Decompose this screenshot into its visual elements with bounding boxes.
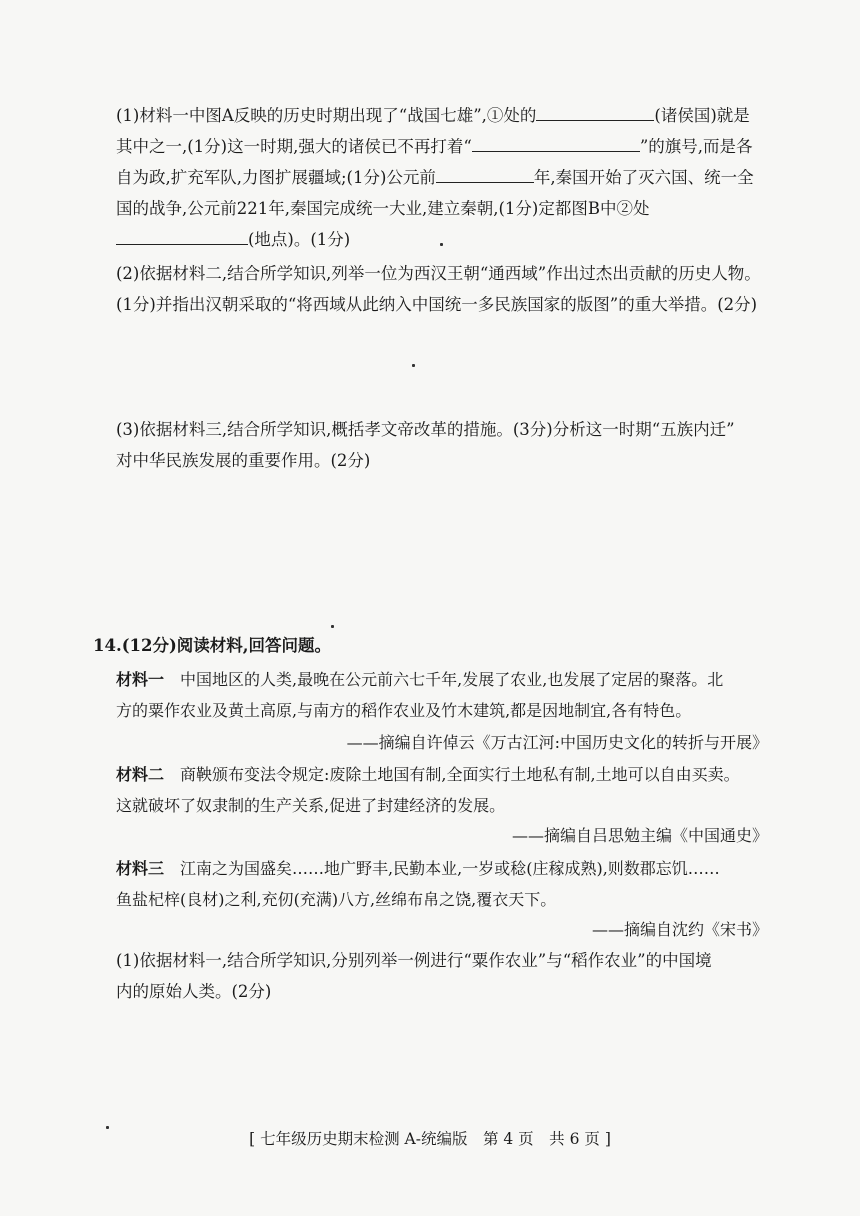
q13-p1-text-a: (1)材料一中图A反映的历史时期出现了“战国七雄”,①处的	[116, 106, 537, 125]
q13-part1	[116, 100, 766, 255]
material-1	[116, 664, 766, 726]
q13-p1-text-c: ”的旗号,而是各自为政,扩充军队,力图扩展疆域;(1分)公元前	[116, 137, 753, 187]
material-3-line1: 江南之为国盛矣……地广野丰,民勤本业,一岁或稔(庄稼成熟),则数郡忘饥……	[180, 859, 720, 878]
material-3	[116, 853, 766, 915]
answer-blank-location[interactable]	[116, 226, 248, 245]
material-2	[116, 759, 766, 821]
page-footer: [ 七年级历史期末检测 A-统编版 第 4 页 共 6 页 ]	[249, 1130, 611, 1148]
answer-blank-state[interactable]	[536, 102, 654, 121]
material-2-label: 材料二	[116, 765, 165, 784]
material-2-line2: 这就破坏了奴隶制的生产关系,促进了封建经济的发展。	[116, 796, 506, 815]
q13-p3-line1: (3)依据材料三,结合所学知识,概括孝文帝改革的措施。(3分)分析这一时期“五族内迁”	[116, 420, 735, 439]
q13-p2-line2: (1分)并指出汉朝采取的“将西域从此纳入中国统一多民族国家的版图”的重大举措。(2分)	[116, 295, 758, 314]
material-2-line1: 商鞅颁布变法令规定:废除土地国有制,全面实行土地私有制,土地可以自由买卖。	[180, 765, 740, 784]
q13-p1-text-d: 年,秦国开始了灭六国、统一全国的战争,公元前221年,秦国完成统一大业,建立秦朝,(1分)定都图B中②处	[116, 168, 754, 218]
material-3-line2: 鱼盐杞梓(良材)之利,充仞(充满)八方,丝绵布帛之饶,覆衣天下。	[116, 890, 557, 909]
q13-p2-line1: (2)依据材料二,结合所学知识,列举一位为西汉王朝“通西域”作出过杰出贡献的历史人物。	[116, 264, 761, 283]
q13-p1-text-b: (诸侯国)就是其中之一,(1分)这一时期,强大的诸侯已不再打着“	[116, 106, 750, 156]
material-1-line1: 中国地区的人类,最晚在公元前六七千年,发展了农业,也发展了定居的聚落。北	[180, 670, 724, 689]
material-1-label: 材料一	[116, 670, 165, 689]
q14-part1	[116, 945, 766, 1007]
q13-p3-line2: 对中华民族发展的重要作用。(2分)	[116, 451, 371, 470]
material-1-line2: 方的粟作农业及黄土高原,与南方的稻作农业及竹木建筑,都是因地制宜,各有特色。	[116, 701, 692, 720]
q13-p1-text-e: (地点)。(1分)	[248, 230, 351, 249]
q14-p1-line2: 内的原始人类。(2分)	[116, 982, 272, 1001]
q13-part2	[116, 258, 766, 320]
material-3-source: ——摘编自沈约《宋书》	[591, 920, 768, 939]
q14-p1-line1: (1)依据材料一,结合所学知识,分别列举一例进行“粟作农业”与“稻作农业”的中国境	[116, 951, 712, 970]
answer-blank-year[interactable]	[436, 164, 534, 183]
answer-blank-slogan[interactable]	[472, 133, 640, 152]
material-3-label: 材料三	[116, 859, 165, 878]
scan-speck	[331, 625, 334, 628]
q13-part3	[116, 414, 766, 476]
scan-speck	[440, 243, 443, 246]
q14-title: 14.(12分)阅读材料,回答问题。	[93, 636, 332, 655]
scan-speck	[412, 364, 415, 367]
material-2-source: ——摘编自吕思勉主编《中国通史》	[511, 826, 768, 845]
material-1-source: ——摘编自许倬云《万古江河:中国历史文化的转折与开展》	[346, 733, 768, 752]
